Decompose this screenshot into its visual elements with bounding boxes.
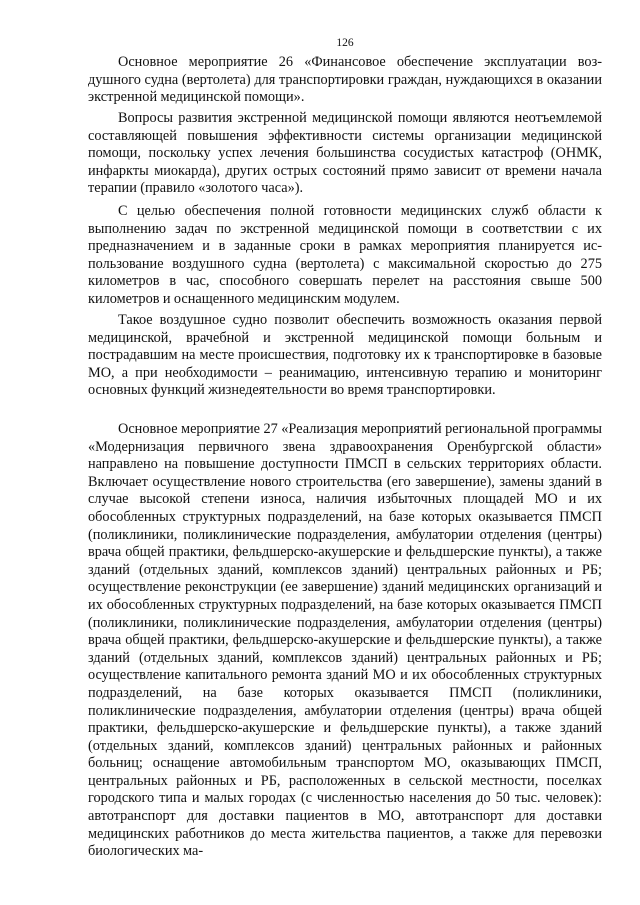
page-number: 126 [336, 37, 354, 49]
paragraph-measure-27-primary-care: Основное мероприятие 27 «Реализация мероприятий региональной программы «Модернизация первичного звена здравоохранения Оренбургской области» направлено на повышение доступности ПМСП в сельских территориях области. Включает осуществление нового строительства (его завершение), замены зданий в случае высокой степени износа, наличия избыточных площадей МО и их обособленных структурных подразделений, на базе которых оказывается ПМСП (поликлиники, поликлинические подразделения, амбулатории отделения (центры) врача общей практики, фельдшерско-акушерские и фельдшерские пункты), а также зданий (отдельных зданий, комплексов зданий) центральных районных и РБ; осуществление реконструкции (ее завершение) зданий медицинских организаций и их обособленных структурных подразделений, на базе которых оказывается ПМСП (поликлиники, поликлинические подразделения, амбулатории отделения (центры) врача общей практики, фельдшерско-акушерские и фельдшерские пункты), а также зданий (отдельных зданий, комплексов зданий) центральных районных и РБ; осуществление капитального ремонта зданий МО и их обособленных структурных подразделений, на базе которых оказывается ПМСП (поликлиники, поликлинические подразделения, амбулатории отделения (центры) врача общей практики, фельдшерско-акушерские и фельдшерские пункты), а также зданий (отдельных зданий, комплексов зданий) центральных районных и районных больниц; оснащение автомобильным транспортом МО, оказывающих ПМСП, центральных районных и РБ, расположенных в сельской местности, поселках городского типа и малых городах (с численностью населения до 50 тыс. человек): автотранспорт для доставки пациентов в МО, автотранспорт для доставки медицинских работников до места жительства пациентов, а также для перевозки биологических ма- [88, 421, 602, 860]
paragraph-helicopter-benefits: Такое воздушное судно позволит обеспечить возможность оказания первой медицинской, врачебной и экстренной медицинской помощи больным и пострадавшим на месте происшествия, подготовку их к транспортировке в базовые МО, а при необходимости – реанимацию, интенсивную терапию и мониторинг основных функций жизнедеятельности во время транспортировки. [88, 312, 602, 399]
paragraph-emergency-care-importance: Вопросы развития экстренной медицинской помощи являются неотъемлемой составляющей повышения эффективности системы организации медицинской помощи, поскольку успех лечения большинства сосудистых катастроф (ОНМК, инфаркты миокарда), других острых состояний прямо зависит от времени начала терапии (правило «золотого часа»). [88, 110, 602, 197]
paragraph-measure-26-title: Основное мероприятие 26 «Финансовое обеспечение эксплуатации воздушного судна (вертолета) для транспортировки граждан, нуждающихся в оказании экстренной медицинской помощи». [88, 54, 602, 106]
paragraph-helicopter-use: С целью обеспечения полной готовности медицинских служб области к выполнению задач по экстренной медицинской помощи в соответствии с их предназначением и в заданные сроки в рамках мероприятия планируется использование воздушного судна (вертолета) с максимальной скоростью до 275 километров в час, способного совершать перелет на расстояния свыше 500 километров и оснащенного медицинским модулем. [88, 203, 602, 307]
